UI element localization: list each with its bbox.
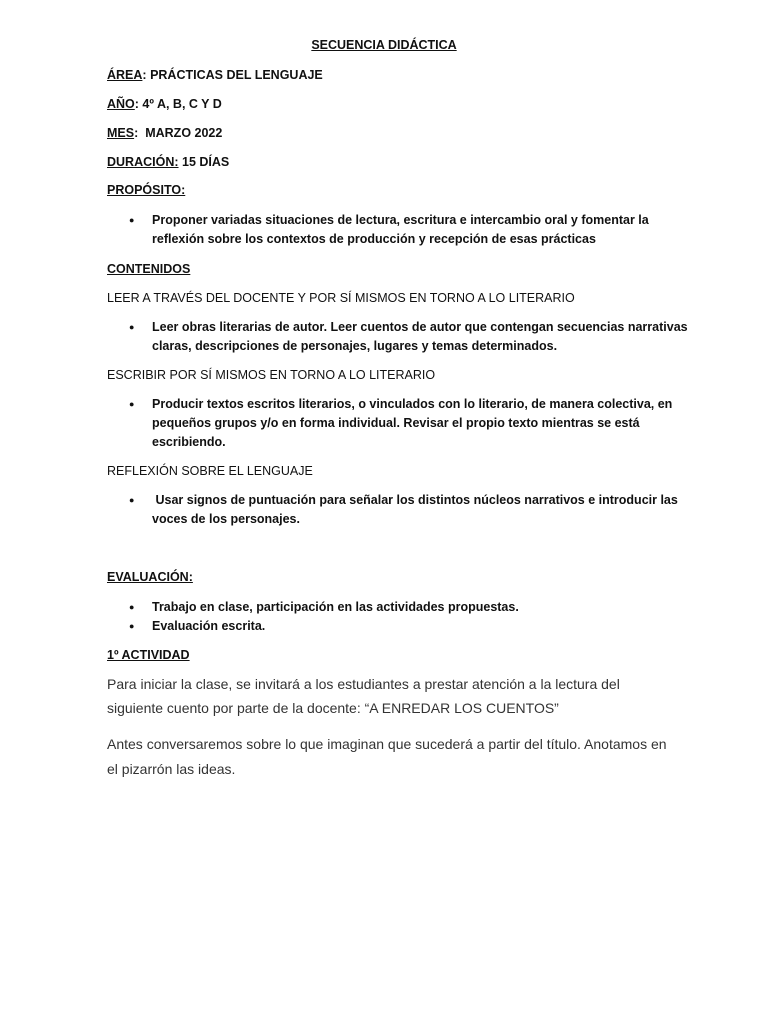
evaluacion-item: Evaluación escrita.	[152, 619, 266, 633]
mes-label: MES	[107, 126, 135, 140]
bullet-icon: ●	[129, 215, 135, 225]
section-item-line: escribiendo.	[152, 435, 226, 449]
mes-line	[107, 124, 222, 143]
section-item-line: Usar signos de puntuación para señalar los distintos núcleos narrativos e introducir las	[152, 493, 678, 507]
section-item-line: claras, descripciones de personajes, lugares y temas determinados.	[152, 339, 558, 353]
section-item-line: voces de los personajes.	[152, 512, 300, 526]
bullet-icon: ●	[129, 602, 135, 612]
anio-label: AÑO	[107, 97, 135, 111]
actividad-paragraph-line: Para iniciar la clase, se invitará a los estudiantes a prestar atención a la lectura del	[107, 676, 620, 692]
contenidos-heading: CONTENIDOS	[107, 262, 191, 276]
section-title: LEER A TRAVÉS DEL DOCENTE Y POR SÍ MISMOS EN TORNO A LO LITERARIO	[107, 291, 575, 305]
actividad-paragraph-line: el pizarrón las ideas.	[107, 761, 236, 777]
section-item-line: pequeños grupos y/o en forma individual. Revisar el propio texto mientras se está	[152, 416, 640, 430]
evaluacion-item: Trabajo en clase, participación en las actividades propuestas.	[152, 600, 519, 614]
actividad-heading: 1º ACTIVIDAD	[107, 648, 190, 662]
section-item-line: Producir textos escritos literarios, o vinculados con lo literario, de manera colectiva, en	[152, 397, 673, 411]
area-line	[107, 66, 323, 85]
anio-line	[107, 95, 222, 114]
bullet-icon: ●	[129, 322, 135, 332]
proposito-item-line: reflexión sobre los contextos de producción y recepción de esas prácticas	[152, 232, 596, 246]
bullet-icon: ●	[129, 399, 135, 409]
section-title: REFLEXIÓN SOBRE EL LENGUAJE	[107, 464, 313, 478]
area-value: PRÁCTICAS DEL LENGUAJE	[146, 68, 323, 82]
duracion-line	[107, 153, 229, 172]
duracion-value: 15 DÍAS	[178, 155, 230, 169]
proposito-item-line: Proponer variadas situaciones de lectura, escritura e intercambio oral y fomentar la	[152, 213, 649, 227]
area-sep: :	[142, 68, 147, 82]
section-title: ESCRIBIR POR SÍ MISMOS EN TORNO A LO LITERARIO	[107, 368, 436, 382]
bullet-icon: ●	[129, 495, 135, 505]
bullet-icon: ●	[129, 621, 135, 631]
evaluacion-heading: EVALUACIÓN:	[107, 570, 193, 584]
proposito-heading: PROPÓSITO:	[107, 183, 186, 197]
anio-sep: :	[134, 97, 139, 111]
document-title: SECUENCIA DIDÁCTICA	[311, 38, 457, 52]
area-label: ÁREA	[107, 68, 143, 82]
mes-sep: :	[134, 126, 139, 140]
mes-value: MARZO 2022	[138, 126, 223, 140]
duracion-label: DURACIÓN:	[107, 155, 179, 169]
anio-value: 4º A, B, C Y D	[138, 97, 222, 111]
actividad-paragraph-line: Antes conversaremos sobre lo que imaginan que sucederá a partir del título. Anotamos en	[107, 736, 667, 752]
actividad-paragraph-line: siguiente cuento por parte de la docente: “A ENREDAR LOS CUENTOS”	[107, 700, 559, 716]
section-item-line: Leer obras literarias de autor. Leer cuentos de autor que contengan secuencias narrativas	[152, 320, 688, 334]
